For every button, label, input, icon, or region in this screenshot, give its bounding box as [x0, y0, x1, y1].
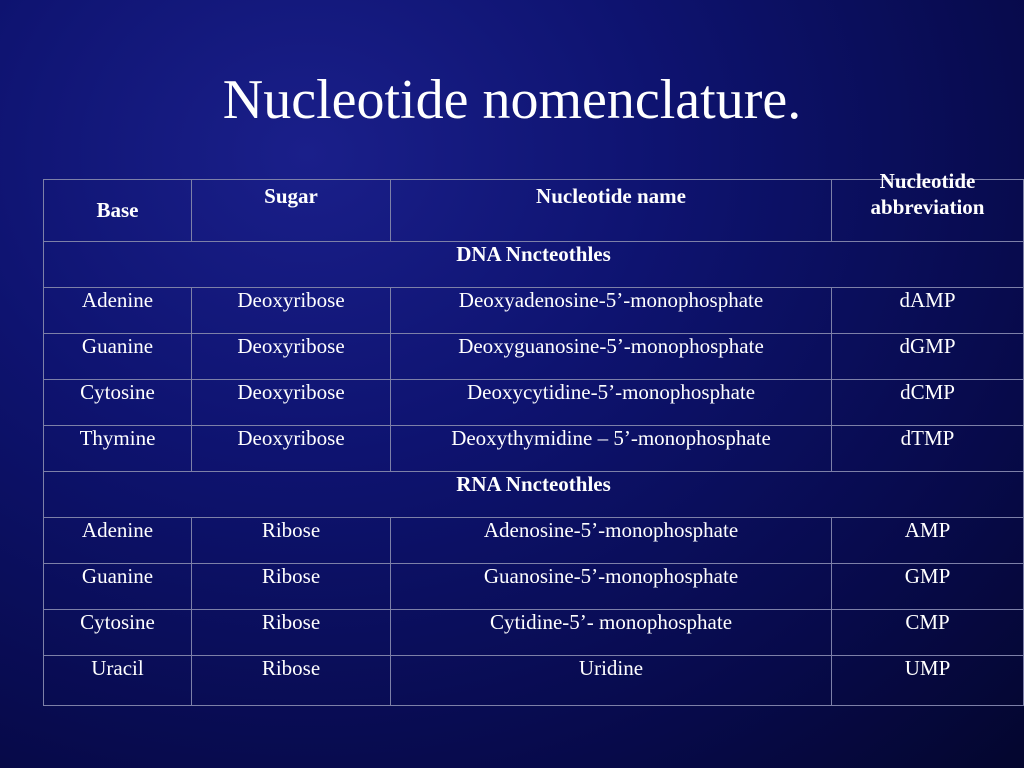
- header-nucleotide-name: Nucleotide name: [391, 180, 832, 242]
- cell-nucleotide-name: Deoxythymidine – 5’-monophosphate: [391, 426, 832, 472]
- cell-nucleotide-name: Uridine: [391, 656, 832, 706]
- cell-sugar: Ribose: [192, 564, 391, 610]
- cell-sugar: Ribose: [192, 610, 391, 656]
- cell-base: Adenine: [44, 288, 192, 334]
- cell-sugar: Ribose: [192, 656, 391, 706]
- nomenclature-table-container: [43, 169, 1023, 706]
- table-header-row: [44, 180, 1024, 242]
- cell-abbreviation: CMP: [832, 610, 1024, 656]
- table-row: [44, 610, 1024, 656]
- cell-base: Uracil: [44, 656, 192, 706]
- cell-abbreviation: dCMP: [832, 380, 1024, 426]
- table-row: [44, 380, 1024, 426]
- slide-title: Nucleotide nomenclature.: [222, 69, 802, 131]
- cell-nucleotide-name: Adenosine-5’-monophosphate: [391, 518, 832, 564]
- cell-base: Thymine: [44, 426, 192, 472]
- header-abbr-line2: abbreviation: [870, 195, 985, 220]
- cell-abbreviation: dTMP: [832, 426, 1024, 472]
- table-row: [44, 426, 1024, 472]
- cell-sugar: Ribose: [192, 518, 391, 564]
- cell-sugar: Deoxyribose: [192, 380, 391, 426]
- cell-abbreviation: dAMP: [832, 288, 1024, 334]
- cell-base: Cytosine: [44, 380, 192, 426]
- rna-section-label: RNA Nncteothles: [44, 472, 1024, 518]
- cell-nucleotide-name: Guanosine-5’-monophosphate: [391, 564, 832, 610]
- cell-nucleotide-name: Deoxyadenosine-5’-monophosphate: [391, 288, 832, 334]
- cell-abbreviation: UMP: [832, 656, 1024, 706]
- table-row: [44, 656, 1024, 706]
- cell-nucleotide-name: Cytidine-5’- monophosphate: [391, 610, 832, 656]
- header-sugar: Sugar: [192, 180, 391, 242]
- dna-section-row: [44, 242, 1024, 288]
- nomenclature-table: [43, 169, 1024, 706]
- header-base: Base: [44, 180, 192, 242]
- cell-sugar: Deoxyribose: [192, 426, 391, 472]
- cell-nucleotide-name: Deoxycytidine-5’-monophosphate: [391, 380, 832, 426]
- table-row: [44, 564, 1024, 610]
- cell-base: Guanine: [44, 334, 192, 380]
- cell-abbreviation: dGMP: [832, 334, 1024, 380]
- header-nucleotide-abbreviation: [832, 169, 1024, 242]
- cell-abbreviation: GMP: [832, 564, 1024, 610]
- rna-section-row: [44, 472, 1024, 518]
- cell-sugar: Deoxyribose: [192, 288, 391, 334]
- cell-base: Cytosine: [44, 610, 192, 656]
- table-row: [44, 288, 1024, 334]
- table-row: [44, 518, 1024, 564]
- table-row: [44, 334, 1024, 380]
- dna-section-label: DNA Nncteothles: [44, 242, 1024, 288]
- cell-nucleotide-name: Deoxyguanosine-5’-monophosphate: [391, 334, 832, 380]
- cell-base: Adenine: [44, 518, 192, 564]
- cell-base: Guanine: [44, 564, 192, 610]
- header-abbr-line1: Nucleotide: [879, 169, 976, 193]
- cell-sugar: Deoxyribose: [192, 334, 391, 380]
- cell-abbreviation: AMP: [832, 518, 1024, 564]
